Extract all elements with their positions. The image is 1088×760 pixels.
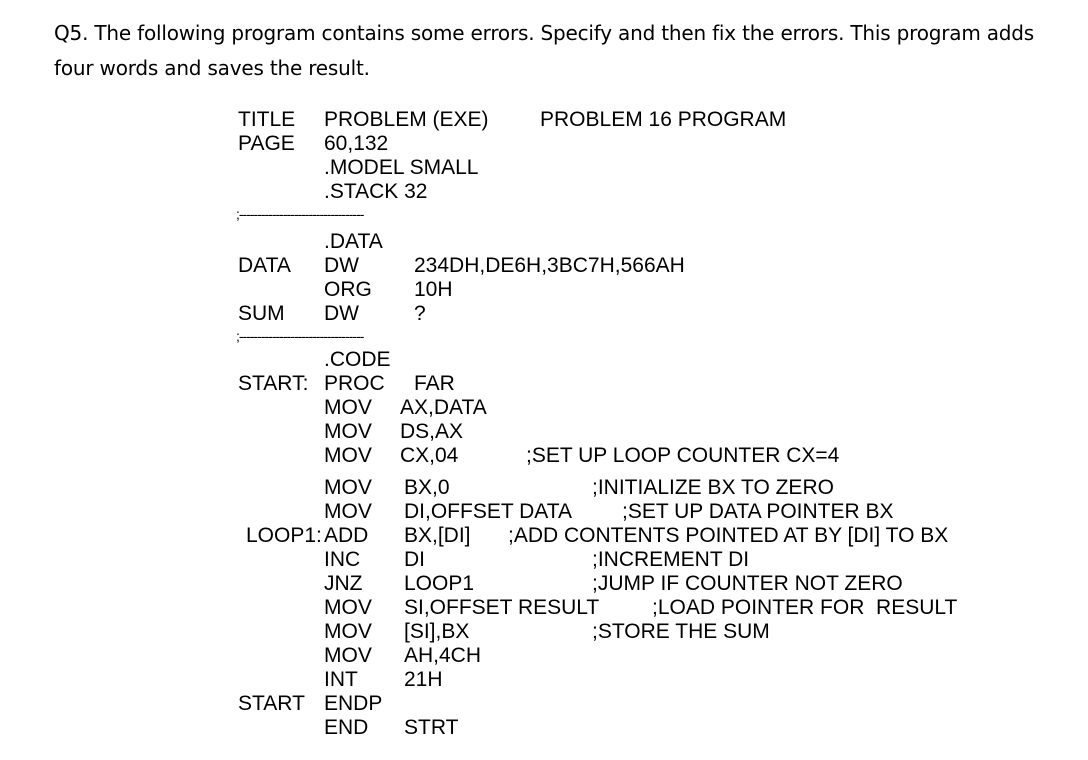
instr-args: AH,4CH [404,644,482,667]
org-op: ORG [324,278,372,301]
instr-op: MOV [324,620,372,643]
sum-value: ? [414,302,426,325]
sum-op: DW [324,302,359,325]
stack-directive: .STACK 32 [324,180,428,203]
instr-comment: ;INCREMENT DI [592,548,750,571]
instr-args: BX,0 [404,476,450,499]
instr-comment: ;SET UP DATA POINTER BX [622,500,894,523]
instr-comment: ;INITIALIZE BX TO ZERO [592,476,834,499]
data-label: DATA [238,254,291,277]
instr-comment: ;LOAD POINTER FOR RESULT [652,596,958,619]
instr-op: MOV [324,420,372,443]
instr-args: SI,OFFSET RESULT [404,596,600,619]
instr-args: DS,AX [400,420,464,443]
question-text: Q5. The following program contains some errors. Specify and then fix the errors. This program adds four words and saves the result. [54,21,1035,80]
model-directive: .MODEL SMALL [324,156,479,179]
title-text: PROBLEM 16 PROGRAM [540,108,787,131]
instr-op: INT [324,668,358,691]
title-keyword: TITLE [238,108,296,131]
instr-args: AX,DATA [400,396,487,419]
data-directive: .DATA [324,230,383,253]
title-name: PROBLEM (EXE) [324,108,489,131]
proc-keyword: PROC [324,372,385,395]
instr-comment: ;SET UP LOOP COUNTER CX=4 [526,444,840,467]
page-keyword: PAGE [238,132,295,155]
instr-op: MOV [324,396,372,419]
separator-line: ;---------------------------------- [236,207,364,221]
loop-label: LOOP1: [246,524,322,547]
instr-args: DI [404,548,425,571]
sum-label: SUM [238,302,285,325]
instr-op: MOV [324,476,372,499]
instr-args: DI,OFFSET DATA [404,500,573,523]
page-value: 60,132 [324,132,389,155]
instr-args: 21H [404,668,443,691]
instr-op: JNZ [324,572,363,595]
start-label: START: [238,372,309,395]
instr-args: BX,[DI] [404,524,471,547]
instr-args: [SI],BX [404,620,470,643]
endp-keyword: ENDP [324,692,383,715]
code-directive: .CODE [324,348,391,371]
data-op: DW [324,254,359,277]
instr-comment: ;STORE THE SUM [592,620,770,643]
endp-label: START [238,692,305,715]
instr-op: ADD [324,524,369,547]
end-argument: STRT [404,716,459,739]
separator-line: ;---------------------------------- [236,329,364,343]
instr-args: LOOP1 [404,572,475,595]
instr-op: MOV [324,500,372,523]
instr-args: CX,04 [400,444,459,467]
org-value: 10H [414,278,453,301]
instr-comment: ;JUMP IF COUNTER NOT ZERO [592,572,903,595]
data-values: 234DH,DE6H,3BC7H,566AH [414,254,685,277]
instr-op: INC [324,548,361,571]
end-keyword: END [324,716,369,739]
instr-comment: ;ADD CONTENTS POINTED AT BY [DI] TO BX [508,524,949,547]
instr-op: MOV [324,444,372,467]
instr-op: MOV [324,644,372,667]
proc-type: FAR [414,372,455,395]
instr-op: MOV [324,596,372,619]
